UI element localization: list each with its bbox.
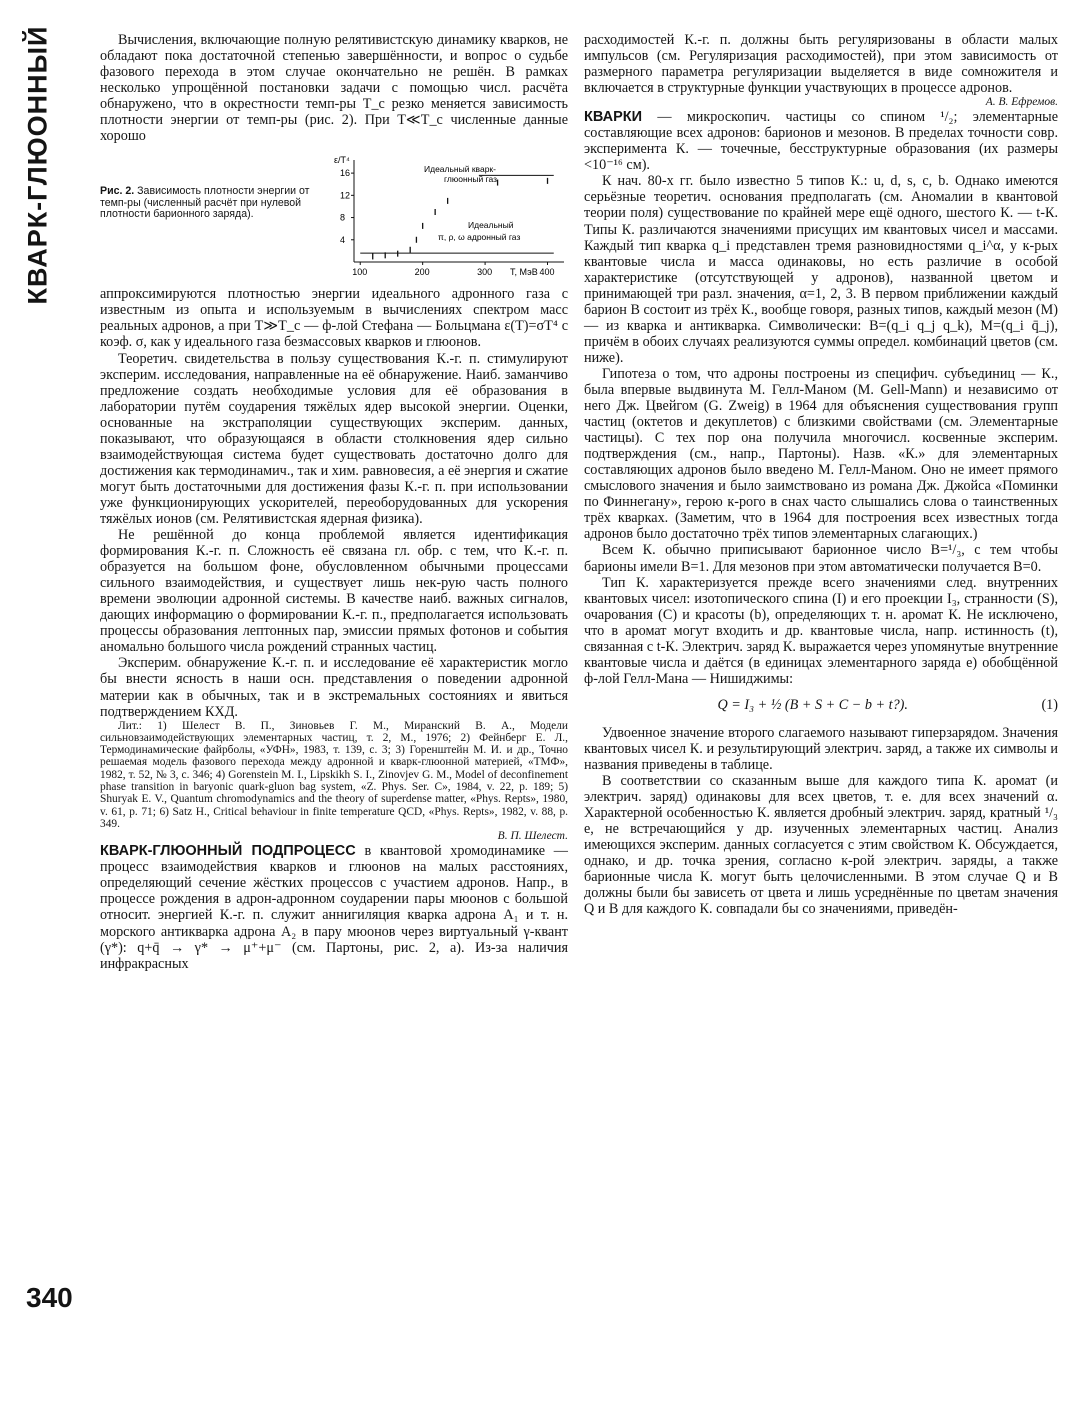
paragraph: расходимостей К.-г. п. должны быть регуляризованы в области малых импульсов (см. Регуляризация расходимостей), при этом зависимость от размерного параметра регуляризации выделяется в виде сомножителя и включается в структурные функции участвующих в процессе адронов.: [584, 32, 1058, 97]
caption-label: Рис. 2.: [100, 185, 135, 198]
article-heading: КВАРК-ГЛЮОННЫЙ ПОДПРОЦЕСС: [100, 843, 356, 860]
continuation-author: А. В. Ефремов.: [985, 96, 1058, 109]
paragraph: аппроксимируются плотностью энергии идеального адронного газа с известным из опыта и используемым в вычислениях спектром масс реальных адронов, а при T≫T_c — ф-лой Стефана — Больцмана ε(T)=σT⁴ с коэф. σ, как у идеального газа безмассовых кварков и глюонов.: [100, 286, 568, 351]
references: Лит.: 1) Шелест В. П., Зиновьев Г. М., Миранский В. А., Модели сильновзаимодействующих элементарных частиц, т. 2, М., 1976; 2) Фейнберг Е. Л., Термодинамические файрболы, «УФН», 1983, т. 139, с. 3; 3) Горенштейн М. И. и др., Точно решаемая модель фазового перехода между адронной и кварк-глюонной материей, «ТМФ», 1982, т. 52, № 3, с. 346; 4) Gorenstein M. I., Lipskikh S. I., Zinovjev G. M., Model of deconfinement phase transition in baryonic quark-gluon bag system, «Z. Phys. Ser. C», 1984, v. 22, p. 189; 5) Shuryak E. V., Quantum chromodynamics and the theory of superdense matter, «Phys. Repts», 1980, v. 61, p. 71; 6) Satz H., Critical behaviour in finite temperature QCD, «Phys. Repts», 1982, v. 88, p. 349.: [100, 719, 568, 830]
figure-caption: [100, 186, 322, 221]
formula-1: [584, 697, 1058, 713]
kvarki-heading: КВАРКИ: [584, 109, 643, 126]
paragraph: Гипотеза о том, что адроны построены из специфич. субъединиц — К., была впервые выдвинута М. Гелл-Маном (M. Gell-Mann) и независимо от него Дж. Цвейгом (G. Zweig) в 1964 для объяснения существования групп частиц (октетов и декуплетов) с близкими свойствами (см. Элементарные частицы). С тех пор она получила многочисл. косвенные эксперим. подтверждения (см., напр., Партоны). Назв. «К.» для элементарных составляющих адронов было введено М. Гелл-Маном. Оно не имеет прямого смыслового значения и было заимствовано из романа Дж. Джойса «Поминки по Финнегану», герою к-рого в снах часто слышались слова о таинственных трёх кварках. (Заметим, что в 1964 для построения всех известных тогда адронов было достаточно трёх типов элементарных слагающих.): [584, 365, 1058, 543]
y-tick-label: 16: [340, 168, 351, 179]
right-column: [584, 32, 1058, 917]
paragraph: Тип К. характеризуется прежде всего значениями след. внутренних квантовых чисел: изотопического спина (I) и его проекции I₃, странности (S), очарования (C) и красоты (b), определяющих т. н. аромат К. Не исключено, что в аромат могут входить и др. квантовые числа, напр. истинность (t), связанная с t-К. Электрич. заряд К. выражается через упомянутые внутренние квантовые числа и даётся (в единицах элементарного заряда e) обобщённой ф-лой Гелл-Мана — Нишиджимы:: [584, 574, 1058, 687]
page-number: 340: [26, 1282, 73, 1313]
figure-2: [100, 154, 568, 278]
article-kvarki: [584, 109, 1058, 173]
left-column: [100, 32, 568, 972]
paragraph: К нач. 80-х гг. было известно 5 типов К.: u, d, s, c, b. Однако имеются серьёзные теоретич. основания предполагать (см. Аномалии в квантовой теории поля) существование по крайней мере ещё одного, шестого К. — t-К. Типы К. различаются значениями присущих им квантовых чисел и массами. Каждый тип кварка q_i представлен тремя разновидностями q_i^α, у к-рых квантовые числа и масса одинаковы, но есть различие в особой характеристике (отсутствующей у адронов), названной цветом и принимающей три разл. значения, α=1, 2, 3. В первом приближении каждый барион B состоит из трёх К., вообще говоря, разных типов, каждый мезон (M) — из кварка и антикварка. Символически: B=(q_i q_j q_k), M=(q_i q̄_j), причём в обоих случаях реализуются суммы определ. комбинаций цветов (см. ниже).: [584, 173, 1058, 366]
x-tick-label: 400: [539, 267, 555, 278]
kvarki-intro: — микроскопич. частицы со спином ¹/₂; элементарные составляющие всех адронов: барионов и мезонов. В пределах точности совр. эксперимента К. — точечные, бесструктурные образования (их размеры <10⁻¹⁶ см).: [584, 109, 1059, 174]
paragraph: Эксперим. обнаружение К.-г. п. и исследование её характеристик могло бы внести ясность в наши осн. представления о поведении адронной материи как в обычных, так и в экстремальных состояниях и явиться подтверждением КХД.: [100, 655, 568, 720]
article-kkp: [100, 843, 568, 971]
paragraph: Теоретич. свидетельства в пользу существования К.-г. п. стимулируют эксперим. исследования, направленные на её обнаружение. Наиб. заманчиво предложение создать необходимые условия для её образования в лаборатории путём соударения тяжёлых ядер высокой энергии. Оценки, основанные на экстраполяции существующих эксперим. данных, показывают, что образующаяся в области столкновения ядер сильно взаимодействующая система будет существовать достаточно долго для достижения как термодинамич., так и хим. равновесия, а её энергия и сжатие могут быть достаточными для достижения фазы К.-г. п. при использовании уже функционирующих ускорителей, переоборудованных для ускорения тяжёлых ионов (см. Релятивистская ядерная физика).: [100, 350, 568, 527]
running-head-text: КВАРК-ГЛЮОННЫЙ: [22, 25, 53, 305]
caption-text: Зависимость плотности энергии от темп-ры (численный расчёт при нулевой плотности барионного заряда).: [100, 185, 310, 221]
annotation-hadron-line2: π, ρ, ω адронный газ: [438, 232, 521, 243]
paragraph: Всем К. обычно приписывают барионное число B=¹/₃, с тем чтобы барионы имели B=1. Для мезонов при этом автоматически получается B=0.: [584, 542, 1058, 575]
paragraph: Не решённой до конца проблемой является идентификация формирования К.-г. п. Сложность её связана гл. обр. с тем, что К.-г. п. образуется на большом фоне, обусловленном обычными процессами сильного взаимодействия, и существует лишь нек-рую часть полного времени эволюции адронной системы. В качестве наиб. важных сигналов, дающих информацию о формировании К.-г. п., предполагается использовать процессы образования лептонных пар, эмиссии прямых фотонов и события аномально большого числа рождений странных частиц.: [100, 527, 568, 656]
paragraph: Удвоенное значение второго слагаемого называют гиперзарядом. Значения квантовых чисел К. и результирующий электрич. заряд, а также их символы и названия приведены в таблице.: [584, 724, 1058, 774]
formula-text: Q = I₃ + ½ (B + S + C − b + t?).: [717, 696, 908, 713]
paragraph: В соответствии со сказанным выше для каждого типа К. аромат (и электрич. заряд) одинаковы для всех цветов, т. е. для всех значений α. Характерной особенностью К. является дробный электрич. заряд, кратный ¹/₃ e, не встречающийся у др. изученных элементарных частиц. Анализ имеющихся эксперим. данных согласуется с этим свойством К. Обсуждается, однако, и др. точка зрения, согласно к-рой электрич. заряды, а также барионные числа К. могут быть целочисленными. В этом случае Q и B должны были бы зависеть от цвета и лишь усреднённые по цветам значения Q и B для каждого К. совпадали бы со значениями, приведён-: [584, 773, 1058, 918]
formula-number: (1): [1041, 696, 1058, 713]
x-axis-label: T, МэВ: [510, 267, 538, 278]
y-axis-label: ε/T⁴: [334, 155, 350, 166]
x-tick-label: 200: [414, 267, 430, 278]
y-tick-label: 12: [340, 190, 351, 201]
y-tick-label: 4: [340, 235, 346, 246]
annotation-quark-line2: глюонный газ: [444, 174, 498, 185]
annotation-hadron-line1: Идеальный: [468, 220, 514, 231]
annotation-quark-line1: Идеальный кварк-: [424, 164, 496, 175]
energy-density-chart: [332, 154, 568, 278]
running-head: [18, 25, 58, 305]
y-tick-label: 8: [340, 212, 346, 223]
x-tick-label: 100: [352, 267, 368, 278]
paragraph: Вычисления, включающие полную релятивистскую динамику кварков, не обладают пока достаточной степенью завершённости, и вопрос о судьбе фазового перехода в этом случае окончательно не решён. В рамках несколько упрощённой постановки задачи с помощью числ. расчёта обнаружено, что в окрестности темп-ры T_c резко меняется зависимость плотности энергии от темп-ры (рис. 2). При T≪T_c численные данные хорошо: [100, 32, 568, 145]
references-author: В. П. Шелест.: [497, 830, 568, 843]
x-tick-label: 300: [477, 267, 493, 278]
article-text: в квантовой хромодинамике — процесс взаимодействия кварков и глюонов на малых расстояниях, определяющий сечение жёстких процессов с участием адронов. Напр., в процессе рождения в адрон-адронном соударении пары мюонов с большой относит. энергией К.-г. п. служит аннигиляция кварка адрона A₁ и т. н. морского антикварка адрона A₂ в пару мюонов через виртуальный γ-квант (γ*): q+q̄ → γ* → μ⁺+μ⁻ (см. Партоны, рис. 2, а). Из-за наличия инфракрасных: [100, 843, 568, 972]
